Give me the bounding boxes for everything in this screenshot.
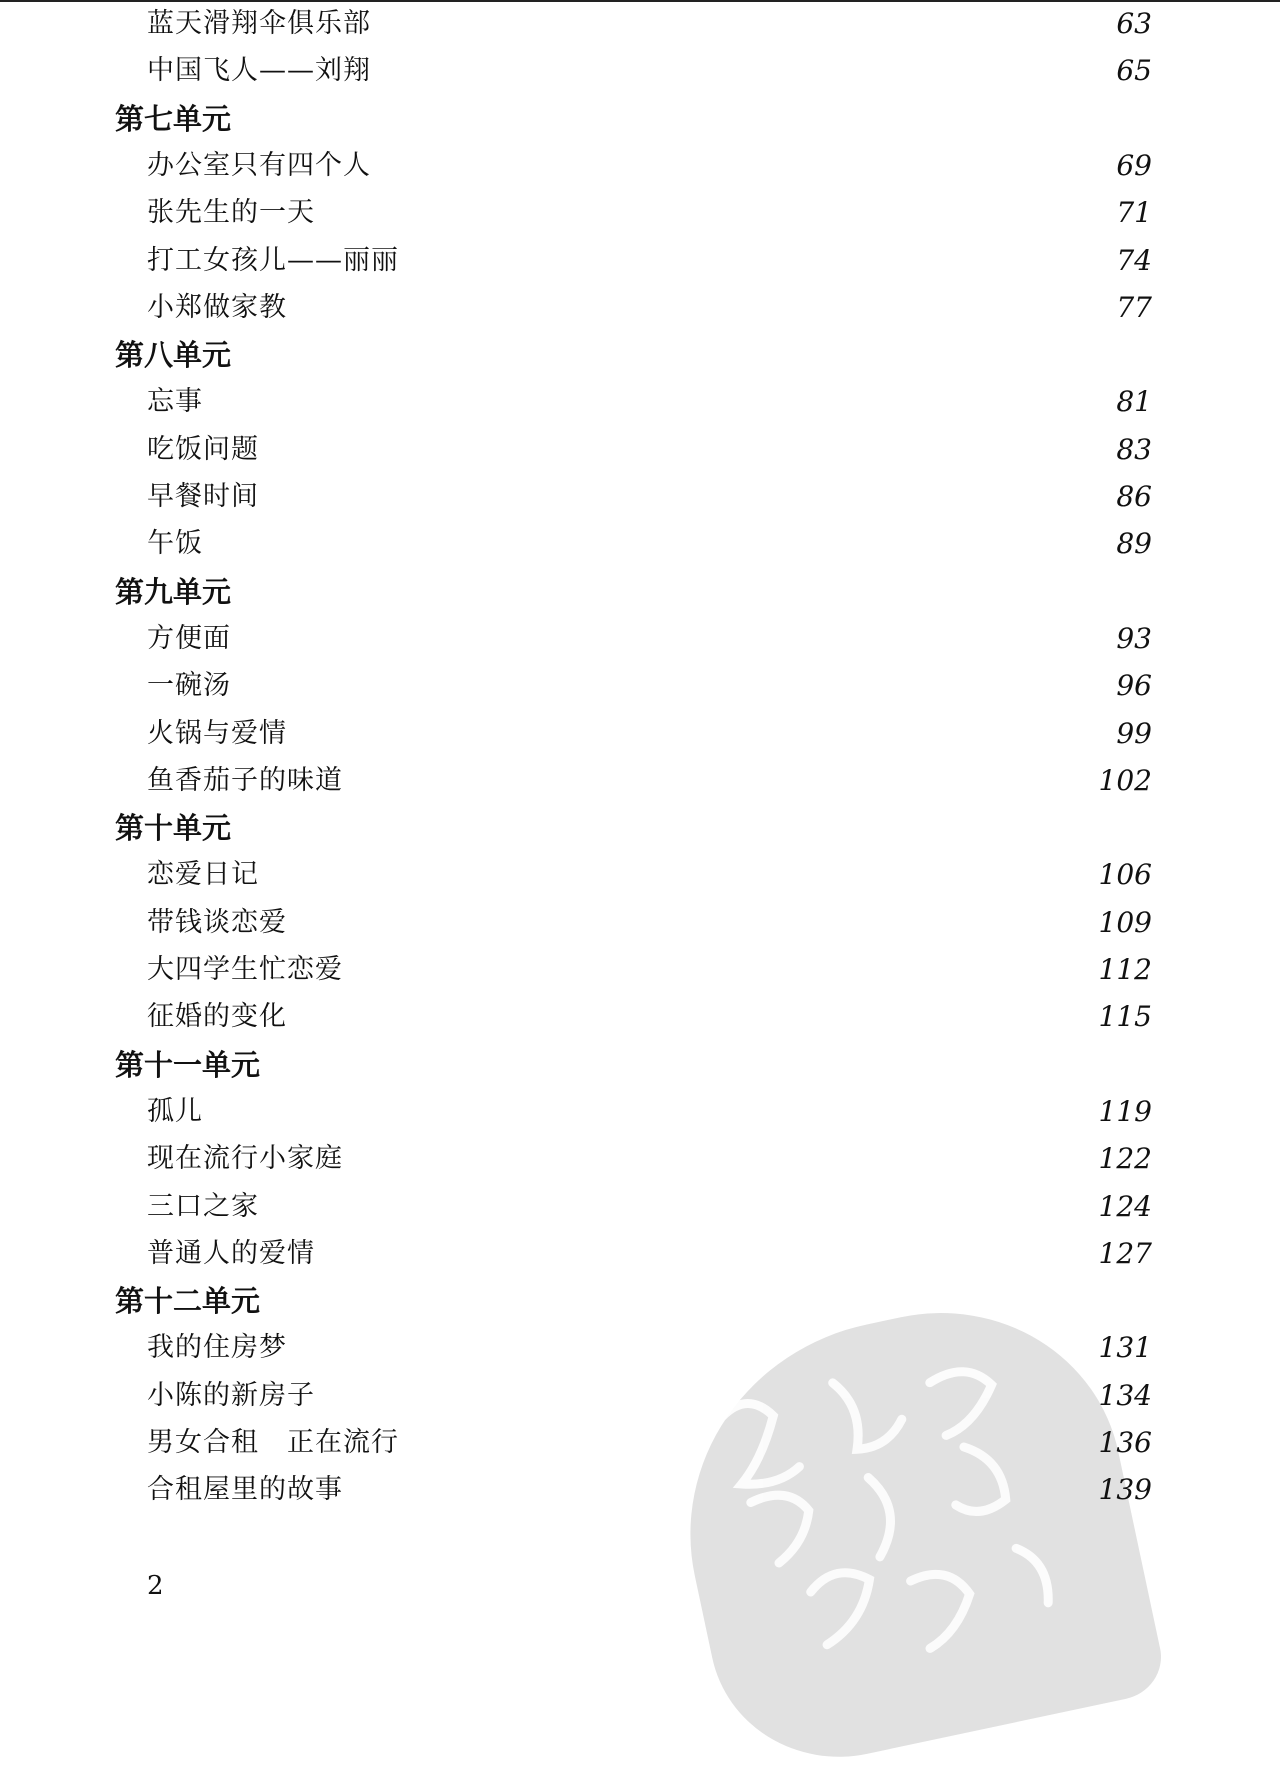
unit-heading-row [0, 333, 1280, 377]
dot-leader [297, 286, 1106, 330]
toc-entry-line [147, 239, 1152, 283]
toc-entry [0, 428, 1280, 472]
toc-entry [0, 1326, 1280, 1370]
dot-leader [409, 239, 1106, 283]
toc-entry-line [147, 2, 1152, 46]
toc-entry-line [147, 712, 1152, 756]
entry-page-number: 124 [1098, 1189, 1152, 1223]
entry-title: 带钱谈恋爱 [147, 906, 287, 938]
toc-entry-line [147, 1468, 1152, 1512]
entry-title: 办公室只有四个人 [147, 149, 371, 181]
entry-page-number: 74 [1116, 243, 1152, 277]
unit-heading: 第八单元 [115, 338, 232, 373]
toc-entry [0, 995, 1280, 1039]
dot-leader [353, 1468, 1091, 1512]
entry-title: 一碗汤 [147, 670, 231, 702]
entry-page-number: 106 [1098, 858, 1152, 892]
toc-entry [0, 1468, 1280, 1512]
dot-leader [409, 1421, 1091, 1465]
toc-entry [0, 1137, 1280, 1181]
entry-title: 大四学生忙恋爱 [147, 954, 343, 985]
entry-page-number: 77 [1116, 290, 1152, 324]
entry-page-number: 112 [1098, 953, 1152, 986]
dot-leader [269, 428, 1106, 472]
entry-title: 张先生的一天 [147, 197, 315, 229]
toc-entry [0, 664, 1280, 708]
dot-leader [297, 901, 1091, 945]
toc-entry [0, 901, 1280, 945]
entry-title: 早餐时间 [147, 481, 259, 512]
entry-title: 火锅与爱情 [147, 717, 287, 749]
toc-entry-line [147, 49, 1152, 93]
toc-entry-line [147, 901, 1152, 945]
toc-entry [0, 1421, 1280, 1465]
toc-entry [0, 853, 1280, 897]
entry-title: 恋爱日记 [147, 859, 259, 891]
entry-page-number: 122 [1098, 1142, 1152, 1176]
dot-leader [297, 995, 1091, 1039]
toc-entry [0, 380, 1280, 424]
page-number: 2 [147, 1571, 164, 1601]
entry-page-number: 127 [1098, 1236, 1152, 1270]
entry-page-number: 81 [1116, 385, 1152, 419]
dot-leader [353, 948, 1091, 992]
unit-heading-row [0, 1279, 1280, 1323]
entry-title: 合租屋里的故事 [147, 1474, 343, 1506]
toc-entry [0, 286, 1280, 330]
unit-heading: 第十一单元 [115, 1047, 261, 1082]
entry-page-number: 83 [1116, 432, 1152, 466]
unit-heading: 第九单元 [115, 574, 232, 609]
dot-leader [213, 522, 1106, 566]
entry-page-number: 109 [1098, 905, 1152, 939]
entry-title: 忘事 [147, 386, 203, 418]
toc-entry [0, 1232, 1280, 1276]
toc-entry-line [147, 475, 1152, 519]
toc-entry [0, 1185, 1280, 1229]
entry-title: 现在流行小家庭 [147, 1143, 343, 1175]
toc-entry [0, 1374, 1280, 1418]
unit-heading: 第十单元 [115, 811, 232, 846]
toc-entry-line [147, 853, 1152, 897]
toc-entry [0, 1090, 1280, 1134]
dot-leader [213, 1090, 1091, 1134]
dot-leader [269, 475, 1106, 519]
entry-page-number: 63 [1116, 7, 1152, 40]
entry-page-number: 102 [1098, 763, 1152, 797]
toc-entry-line [147, 1185, 1152, 1229]
entry-title: 打工女孩儿——丽丽 [147, 244, 399, 276]
entry-page-number: 65 [1116, 54, 1152, 88]
dot-leader [353, 759, 1091, 803]
toc-entry-line [147, 617, 1152, 661]
entry-title: 方便面 [147, 622, 231, 654]
dot-leader [381, 49, 1106, 93]
entry-page-number: 119 [1098, 1094, 1152, 1128]
toc-entry [0, 617, 1280, 661]
entry-title: 普通人的爱情 [147, 1237, 315, 1269]
entry-page-number: 134 [1098, 1378, 1152, 1412]
dot-leader [353, 1137, 1091, 1181]
dot-leader [381, 2, 1106, 46]
toc-entry [0, 475, 1280, 519]
toc-entry-line [147, 1232, 1152, 1276]
dot-leader [325, 1374, 1091, 1418]
entry-page-number: 89 [1116, 527, 1152, 561]
entry-page-number: 69 [1116, 148, 1152, 182]
dot-leader [325, 1232, 1091, 1276]
toc-entry-line [147, 1374, 1152, 1418]
unit-heading-row [0, 97, 1280, 141]
dot-leader [269, 1185, 1091, 1229]
entry-title: 男女合租 正在流行 [147, 1427, 399, 1458]
entry-title: 午饭 [147, 528, 203, 560]
unit-heading-row [0, 570, 1280, 614]
entry-page-number: 93 [1116, 621, 1152, 655]
toc-entry-line [147, 522, 1152, 566]
toc-entry [0, 759, 1280, 803]
entry-page-number: 99 [1116, 716, 1152, 750]
toc-entry-line [147, 380, 1152, 424]
toc-entry [0, 49, 1280, 93]
dot-leader [297, 712, 1106, 756]
toc-entry-line [147, 995, 1152, 1039]
toc-entry-line [147, 1326, 1152, 1370]
dot-leader [381, 144, 1106, 188]
toc-entry-line [147, 1421, 1152, 1465]
toc-entry-line [147, 664, 1152, 708]
dot-leader [213, 380, 1106, 424]
toc-entry-line [147, 144, 1152, 188]
toc-entry [0, 522, 1280, 566]
toc-entry [0, 191, 1280, 235]
dot-leader [241, 664, 1106, 708]
dot-leader [241, 617, 1106, 661]
toc-entry-line [147, 286, 1152, 330]
toc-entry-line [147, 759, 1152, 803]
entry-page-number: 86 [1116, 480, 1152, 513]
entry-title: 征婚的变化 [147, 1001, 287, 1033]
toc-entry [0, 712, 1280, 756]
entry-title: 我的住房梦 [147, 1332, 287, 1364]
unit-heading: 第七单元 [115, 101, 232, 136]
dot-leader [325, 191, 1106, 235]
toc-entry [0, 948, 1280, 992]
toc-entry-line [147, 191, 1152, 235]
entry-title: 小陈的新房子 [147, 1379, 315, 1411]
entry-title: 中国飞人——刘翔 [147, 55, 371, 87]
toc-entry-line [147, 948, 1152, 992]
unit-heading-row [0, 1043, 1280, 1087]
toc-entry-line [147, 1090, 1152, 1134]
entry-title: 三口之家 [147, 1190, 259, 1222]
entry-page-number: 96 [1116, 669, 1152, 703]
entry-title: 孤儿 [147, 1095, 203, 1127]
toc-entry [0, 2, 1280, 46]
entry-title: 蓝天滑翔伞俱乐部 [147, 8, 371, 39]
toc-entry [0, 144, 1280, 188]
entry-page-number: 131 [1098, 1331, 1152, 1365]
entry-title: 吃饭问题 [147, 433, 259, 465]
entry-page-number: 71 [1116, 196, 1152, 230]
toc-entry-line [147, 428, 1152, 472]
toc-entry [0, 239, 1280, 283]
entry-title: 小郑做家教 [147, 291, 287, 323]
unit-heading: 第十二单元 [115, 1284, 261, 1319]
entry-page-number: 139 [1098, 1473, 1152, 1507]
entry-page-number: 115 [1098, 1000, 1152, 1034]
dot-leader [297, 1326, 1091, 1370]
unit-heading-row [0, 806, 1280, 850]
entry-page-number: 136 [1098, 1426, 1152, 1459]
entry-title: 鱼香茄子的味道 [147, 764, 343, 796]
toc-entry-line [147, 1137, 1152, 1181]
dot-leader [269, 853, 1091, 897]
